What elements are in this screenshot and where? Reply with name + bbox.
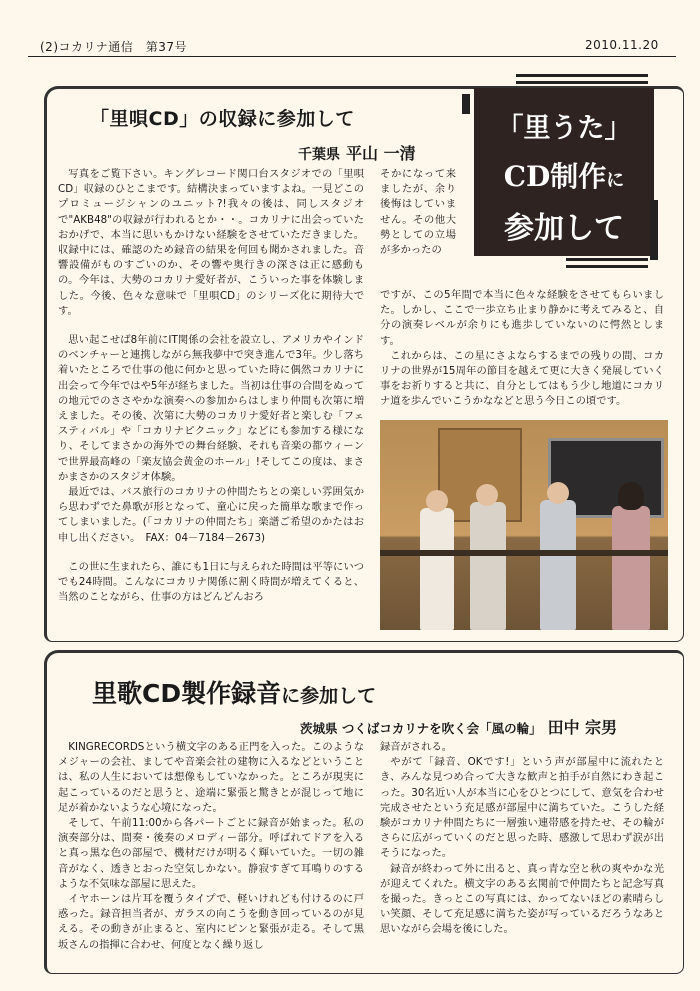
article1-narrow-text: そかになって来ましたが、余り後悔はしていません。その他大勢としての立場が多かったの <box>380 168 456 257</box>
article2-paragraph-1: KINGRECORDSという横文字のある正門を入った。このようなメジャーの会社、ましてや音楽会社の建物に入るなどということは、私の人生においては想像もしていなかった。ところが現実に起こっているのだと思うと、途端に緊張と驚きとが混じって地に足が着かないような心境になった。 <box>58 741 364 814</box>
photo-person-1 <box>420 508 454 630</box>
article1-paragraph-5: ですが、この5年間で本当に色々な経験をさせてもらいました。しかし、ここで一歩立ち止まり静かに考えてみると、自分の演奏レベルが余りにも進歩していないのに愕然とします。 <box>380 289 664 347</box>
article1-right-column <box>380 288 664 410</box>
callout-line2-small: に <box>606 170 625 191</box>
article2-paragraph-2: そして、午前11:00から各パートごとに録音が始まった。私の演奏部分は、間奏・後奏のメロディー部分。呼ばれてドアを入ると真っ黒な色の部屋で、機材だけが明るく輝いていた。一切の雑音がなく、透きとおった空気しかない。静寂すぎて耳鳴りのするような不気味な部屋に思えた。 <box>58 817 364 890</box>
callout-corner-mark <box>462 94 470 114</box>
article2-author <box>300 715 617 738</box>
callout-stripes-top <box>516 74 648 84</box>
article1-left-column <box>58 167 364 605</box>
article2-title <box>92 674 376 710</box>
article2-paragraph-6: 録音が終わって外に出ると、真っ青な空と秋の爽やかな光が迎えてくれた。横文字のある玄関前で仲間たちと記念写真を撮った。きっとこの写真には、かってないほどの素晴らしい笑顔、そして充足感に満ちた姿が写っているだろうなあと思いながら会場を後にした。 <box>380 862 664 936</box>
callout-side-mark <box>650 200 658 260</box>
article1-paragraph-1: 写真をご覧下さい。キングレコード関口台スタジオでの「里唄CD」収録のひとこまです。結構決まっていますよね。一見どこのプロミュージシャンのユニット?!我々の後は、同しスタジオで"AKB48"の収録が行われるとか・・。コカリナに出会っていたおかげで、本当に思いもかけない経験をさせていただきました。収録中には、確認のため録音の結果を何回も聞かされました。音響設備がものすごいのか、その響や奥行きの深さは正に感動もの。今年は、大勢のコカリナ愛好者が、こういった事を体験しました。今後、色々な意味で「里唄CD」のシリーズ化に期待大です。 <box>58 168 364 317</box>
photo-person-3 <box>540 500 576 630</box>
photo-head-2 <box>476 484 498 506</box>
header-rule <box>28 56 676 57</box>
photo-person-2 <box>470 502 506 630</box>
article1-paragraph-3: 最近では、バス旅行のコカリナの仲間たちとの楽しい雰囲気から思わずでた鼻歌が形となって、童心に戻った簡単な歌まで作ってしまいました。(「コカリナの仲間たち」楽譜ご希望のかたはお申し出ください。 FAX：04－7184－2673) <box>58 486 364 544</box>
photo-person-4 <box>612 506 650 630</box>
article1-narrow-column <box>380 167 456 258</box>
callout-line3: 参加して <box>504 211 624 246</box>
article1-paragraph-4: この世に生まれたら、誰にも1日に与えられた時間は平等にいつでも24時間。こんなにコカリナ関係に割く時間が増えてくると、当然のことながら、仕事の方はどんどんおろ <box>58 560 364 604</box>
photo-head-3 <box>547 482 569 504</box>
article1-paragraph-6: これからは、この星にさよならするまでの残りの間、コカリナの世界が15周年の節目を越えて更に大きく発展していく事をお祈りすると共に、自分としてはもう少し地道にコカリナ道を歩んでいこうかななどと思う今日この頃です。 <box>380 349 664 408</box>
article2-paragraph-3: イヤホーンは片耳を覆うタイプで、軽いけれども付けるのに戸惑った。録音担当者が、ガラスの向こうを動き回っているのが見える。その動きが止まると、室内にピンと緊張が走る。そして黒坂さんの指揮に合わせ、何度となく繰り返し <box>58 893 364 951</box>
article2-left-column <box>58 740 364 953</box>
article2-right-column <box>380 740 664 938</box>
article1-author-name: 平山 一清 <box>346 144 416 163</box>
issue-label: (2)コカリナ通信 第37号 <box>40 40 188 54</box>
article1-author-pref: 千葉県 <box>298 147 340 163</box>
callout-line2: CD制作 <box>503 160 607 193</box>
callout-box <box>474 88 654 256</box>
issue-date: 2010.11.20 <box>585 38 659 52</box>
article2-author-org: 茨城県 つくばコカリナを吹く会「風の輪」 <box>300 721 542 736</box>
recording-photo <box>380 420 668 630</box>
photo-music-stands <box>380 550 668 556</box>
article2-paragraph-4: 録音がされる。 <box>380 741 453 753</box>
article2-author-name: 田中 宗男 <box>547 718 618 737</box>
article1-author <box>298 141 416 164</box>
article2-title-big: 里歌CD製作録音 <box>92 679 282 708</box>
article1-paragraph-2: 思い起こせば8年前にIT関係の会社を設立し、アメリカやインドのベンチャーと連携しながら無我夢中で突き進んで3年。少し落ち着いたところで仕事の他に何かと思っていた時に偶然コカリナに出会って今年ではや5年が経ちました。当初は仕事の合間をぬっての地元でのささやかな演奏への参加からはしまり仲間も次第に増えました。その後、次第に大勢のコカリナ愛好者と楽しむ「フェスティバル」や「コカリナピクニック」などにも参加する様になり、そしてまさかの海外での舞台経験、それも音楽の都ウィーンで世界最高峰の「楽友協会黄金のホール」!そしてこの度は、まさかまさかのスタジオ体験。 <box>58 334 364 483</box>
article1-title: 「里唄CD」の収録に参加して <box>90 108 355 130</box>
photo-head-4 <box>618 482 644 510</box>
callout-line1: 「里うた」 <box>496 113 632 144</box>
callout-stripes-bottom <box>566 258 648 268</box>
article2-title-small: に参加して <box>281 685 377 707</box>
article2-paragraph-5: やがて「録音、OKです!」という声が部屋中に流れたとき、みんな見つめ合って大きな歓声と拍手が自然にわき起こった。30名近い人が本当に心をひとつにして、意気を合わせ完成させたという充足感が部屋中に満ちていた。こうした経験がコカリナ仲間たちに一層強い連帯感を持たせ、その輪がさらに広がっていくのだと思った時、感激して思わず涙が出そうになった。 <box>380 756 664 860</box>
photo-head-1 <box>426 490 448 512</box>
